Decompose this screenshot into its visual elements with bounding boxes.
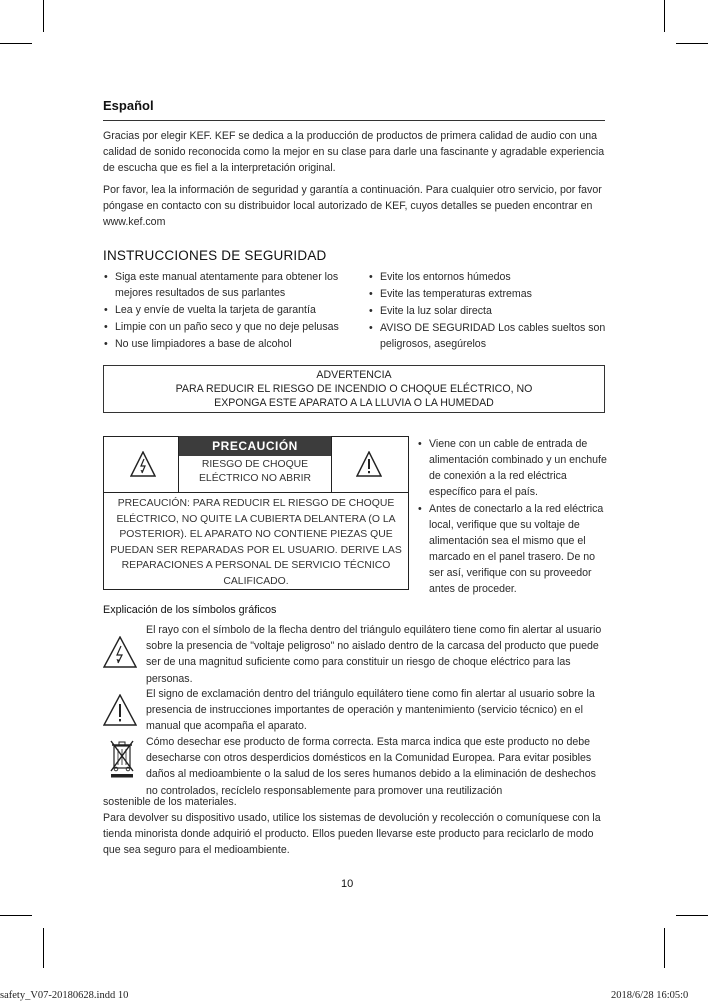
symbols-continuation: sostenible de los materiales. [103, 796, 237, 808]
list-item: • AVISO DE SEGURIDAD Los cables sueltos son peligrosos, asegúrelos [368, 320, 606, 352]
crop-mark [0, 915, 32, 916]
exclamation-triangle-icon [103, 694, 137, 726]
warning-line: EXPONGA ESTE APARATO A LA LLUVIA O LA HUMEDAD [214, 397, 494, 409]
list-item: • Lea y envíe de vuelta la tarjeta de garantía [103, 302, 358, 318]
symbol-description: El rayo con el símbolo de la flecha dentro del triángulo equilátero tiene como fin alertar al usuario sobre la presencia de "voltaje peligroso" no aislado dentro de la carcasa del producto que puede ser de una magnitud suficiente como para constituir un riesgo de choque eléctrico para las personas. [146, 624, 602, 685]
power-notes [417, 436, 607, 598]
crop-mark [676, 43, 708, 44]
list-item: • Limpie con un paño seco y que no deje pelusas [103, 319, 358, 335]
caution-sub-line: ELÉCTRICO NO ABRIR [198, 473, 311, 484]
list-item: • Viene con un cable de entrada de alimentación combinado y un enchufe de conexión a la red eléctrica específico para el país. [417, 436, 607, 500]
crop-mark [43, 928, 44, 968]
intro-paragraph: Gracias por elegir KEF. KEF se dedica a la producción de productos de primera calidad de audio con una calidad de sonido reconocida como la mejor en su clase para darle una fascinante y agradable experiencia de escucha que es fiel a la interpretación original. [103, 130, 605, 175]
safety-list-left [103, 269, 358, 353]
lightning-triangle-icon [130, 451, 156, 477]
symbol-description: El signo de exclamación dentro del triángulo equilátero tiene como fin alertar al usuario sobre la presencia de instrucciones importantes de operación y mantenimiento (servicio técnico) en el manual que acompaña el aparato. [146, 688, 595, 733]
footer-timestamp: 2018/6/28 16:05:0 [611, 990, 689, 1001]
return-paragraph: Para devolver su dispositivo usado, utilice los sistemas de devolución y recolección o comuníquese con la tienda minorista donde adquirió el producto. Ellos pueden llevarse este producto para reciclarlo de modo que sea seguro para el medioambiente. [103, 812, 601, 857]
lightning-triangle-icon [103, 636, 137, 668]
crop-mark [664, 928, 665, 968]
symbol-row [103, 686, 605, 734]
crop-mark [43, 0, 44, 32]
warning-box [103, 365, 605, 413]
list-item: • Evite la luz solar directa [368, 303, 606, 319]
symbol-description: Cómo desechar ese producto de forma correcta. Esta marca indica que este producto no debe desecharse con otros desperdicios domésticos en la Comunidad Europea. Para evitar posibles daños al medioambiente o la salud de los seres humanos debido a la eliminación de deshechos no controlados, recíclelo responsablemente para promover una reutilización [146, 736, 596, 797]
symbol-row [103, 734, 605, 798]
warning-line: PARA REDUCIR EL RIESGO DE INCENDIO O CHOQUE ELÉCTRICO, NO [175, 383, 533, 395]
caution-sub [179, 458, 331, 486]
list-item: • Antes de conectarlo a la red eléctrica local, verifique que su voltaje de alimentación sea el mismo que el marcado en el panel trasero. De no ser así, verifique con su proveedor antes de proceder. [417, 501, 607, 597]
intro-paragraph: Por favor, lea la información de seguridad y garantía a continuación. Para cualquier otro servicio, por favor póngase en contacto con su distribuidor local autorizado de KEF, cuyos detalles se pueden encontrar en www.kef.com [103, 184, 602, 229]
heading-rule [103, 120, 605, 121]
language-heading: Español [103, 98, 154, 113]
crop-mark [0, 43, 32, 44]
caution-header: PRECAUCIÓN [179, 436, 331, 456]
crop-mark [676, 915, 708, 916]
list-item: • Evite los entornos húmedos [368, 269, 606, 285]
list-item: • Evite las temperaturas extremas [368, 286, 606, 302]
list-item: • No use limpiadores a base de alcohol [103, 336, 358, 352]
caution-body: PRECAUCIÓN: PARA REDUCIR EL RIESGO DE CHOQUE ELÉCTRICO, NO QUITE LA CUBIERTA DELANTERA (O LA POSTERIOR). EL APARATO NO CONTIENE PIEZAS QUE PUEDAN SER REPARADAS POR EL USUARIO. DERIVE LAS REPARACIONES A PERSONAL DE SERVICIO TÉCNICO CALIFICADO. [110, 498, 402, 587]
exclamation-triangle-icon [356, 451, 382, 477]
symbol-row [103, 622, 605, 686]
symbols-heading: Explicación de los símbolos gráficos [103, 604, 277, 616]
caution-divider [104, 492, 408, 493]
list-item: • Siga este manual atentamente para obtener los mejores resultados de sus parlantes [103, 269, 358, 301]
footer-file-info: safety_V07-20180628.indd 10 [0, 990, 129, 1001]
crop-mark [664, 0, 665, 32]
safety-heading: INSTRUCCIONES DE SEGURIDAD [103, 248, 327, 263]
warning-title: ADVERTENCIA [316, 369, 392, 381]
caution-center-panel [178, 436, 332, 493]
page-number: 10 [341, 878, 354, 890]
caution-label [103, 436, 409, 590]
safety-list-right [368, 269, 606, 353]
crossed-bin-icon [109, 738, 135, 778]
caution-sub-line: RIESGO DE CHOQUE [201, 459, 309, 470]
